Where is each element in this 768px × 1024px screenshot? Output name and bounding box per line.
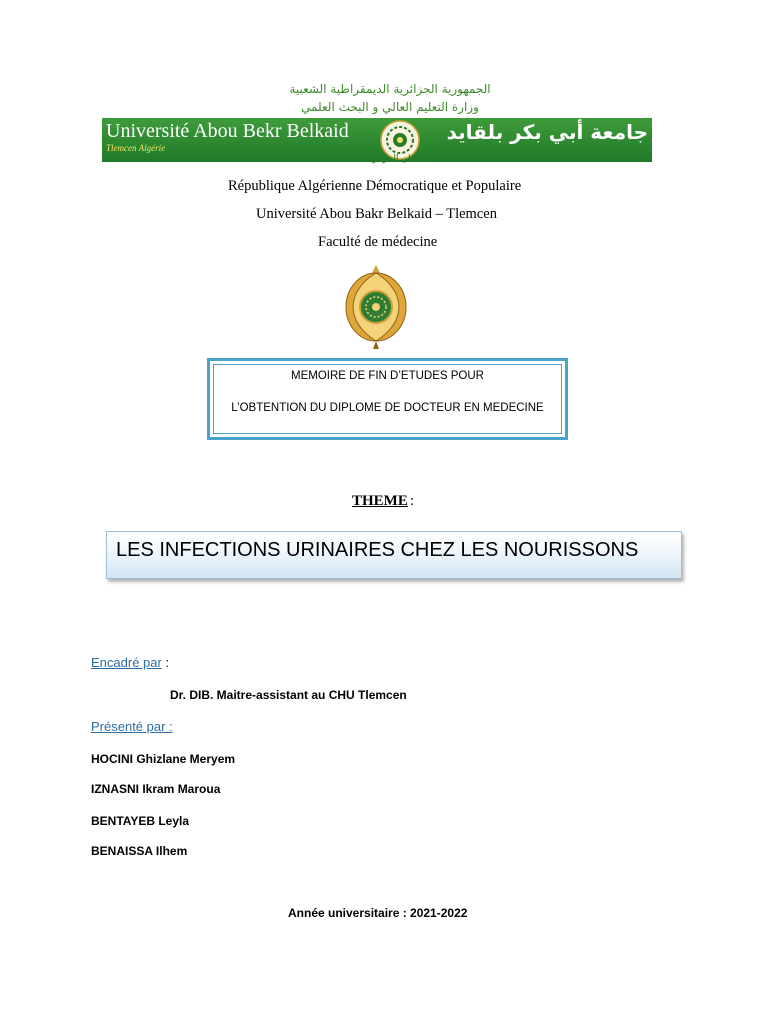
supervisor-name: Dr. DIB. Maitre-assistant au CHU Tlemcen [170, 688, 407, 702]
encadre-colon: : [161, 655, 170, 670]
thesis-title: LES INFECTIONS URINAIRES CHEZ LES NOURISSONS [116, 539, 639, 561]
banner-university-name-ar: جامعة أبي بكر بلقايد [446, 120, 648, 144]
student-name: BENAISSA Ilhem [91, 844, 188, 858]
academic-year: Année universitaire : 2021-2022 [288, 906, 468, 920]
arabic-ministry-line: وزارة التعليم العالي و البحث العلمي [301, 100, 479, 114]
student-name: BENTAYEB Leyla [91, 814, 190, 828]
republic-title: République Algérienne Démocratique et Populaire [228, 178, 522, 194]
encadre-label-text: Encadré par [91, 655, 162, 670]
arabic-republic-line: الجمهورية الجزائرية الديمقراطية الشعبية [289, 82, 491, 96]
memoire-line-2: L’OBTENTION DU DIPLOME DE DOCTEUR EN MEDECINE [231, 402, 544, 414]
banner-university-name-fr: Université Abou Bekr Belkaid [106, 120, 349, 142]
theme-label: THEME [352, 493, 408, 509]
university-title: Université Abou Bakr Belkaid – Tlemcen [256, 206, 497, 222]
encadre-label [91, 655, 169, 670]
presente-label-text: Présenté par : [91, 719, 173, 734]
faculty-title: Faculté de médecine [318, 234, 438, 250]
presente-label [91, 719, 173, 734]
student-name: HOCINI Ghizlane Meryem [91, 752, 236, 766]
student-name: IZNASNI Ikram Maroua [91, 782, 221, 796]
theme-colon: : [410, 493, 415, 509]
memoire-line-1: MEMOIRE DE FIN D’ETUDES POUR [291, 370, 484, 382]
university-emblem-icon [343, 263, 409, 349]
banner-location-fr: Tlemcen Algérie [106, 143, 166, 153]
banner-location-ar: تلمسان الجزائر [372, 154, 430, 164]
